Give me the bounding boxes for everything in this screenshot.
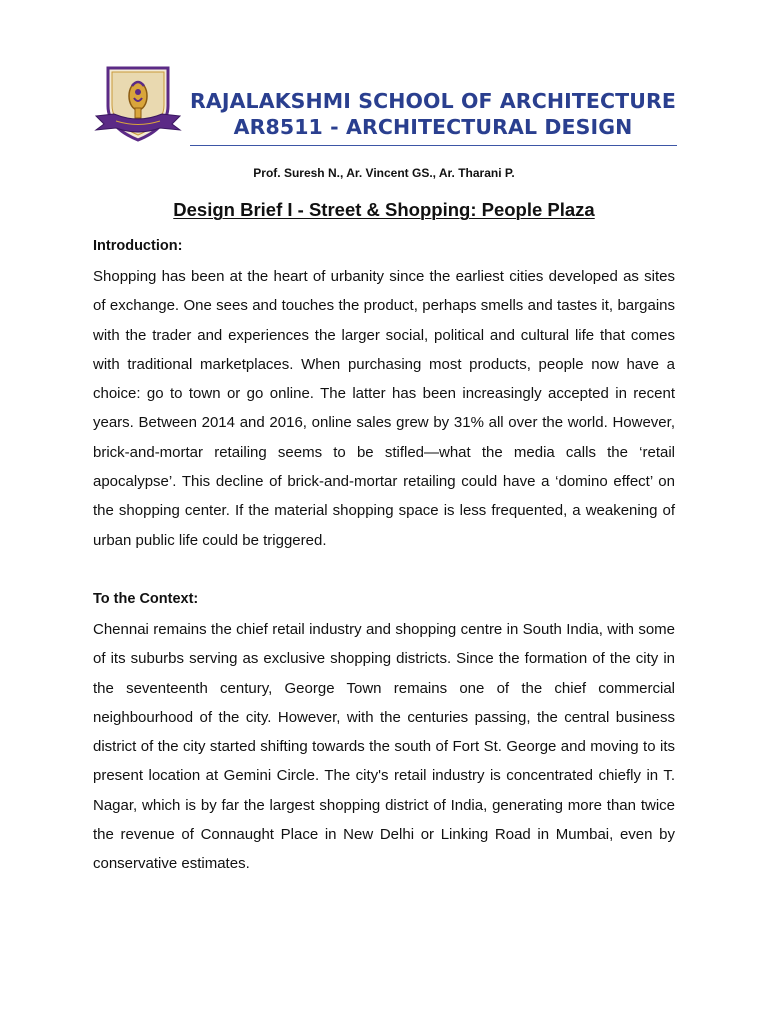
document-title-text: Design Brief I - Street & Shopping: People Plaza (173, 199, 595, 220)
school-crest-logo (94, 64, 182, 146)
header-title-block (188, 88, 678, 140)
section-paragraph-introduction: Shopping has been at the heart of urbanity since the earliest cities developed as sites of exchange. One sees and touches the product, perhaps smells and tastes it, bargains with the trader and experiences the larger social, political and cultural life that comes with traditional marketplaces. When purchasing most products, people now have a choice: go to town or go online. The latter has been increasingly accepted in recent years. Between 2014 and 2016, online sales grew by 31% all over the world. However, brick-and-mortar retailing seems to be stifled—what the media calls the ‘retail apocalypse’. This decline of brick-and-mortar retailing could have a ‘domino effect’ on the shopping center. If the material shopping space is less frequented, a weakening of urban public life could be triggered. (93, 268, 675, 549)
course-title: AR8511 - ARCHITECTURAL DESIGN (233, 115, 633, 139)
faculty-line: Prof. Suresh N., Ar. Vincent GS., Ar. Tharani P. (253, 166, 515, 180)
section-heading-context: To the Context: (93, 591, 199, 607)
section-paragraph-context: Chennai remains the chief retail industry and shopping centre in South India, with some of its suburbs serving as exclusive shopping districts. Since the formation of the city in the seventeenth century, George Town remains one of the chief commercial neighbourhood of the city. However, with the centuries passing, the central business district of the city started shifting towards the south of Fort St. George and moving to its present location at Gemini Circle. The city's retail industry is concentrated chiefly in T. Nagar, which is by far the largest shopping district of India, generating more than twice the revenue of Connaught Place in New Delhi or Linking Road in Mumbai, even by conservative estimates. (93, 621, 675, 873)
section-heading-introduction: Introduction: (93, 238, 183, 254)
document-title (0, 199, 768, 221)
header-divider (190, 145, 677, 146)
school-name: RAJALAKSHMI SCHOOL OF ARCHITECTURE (190, 89, 676, 113)
